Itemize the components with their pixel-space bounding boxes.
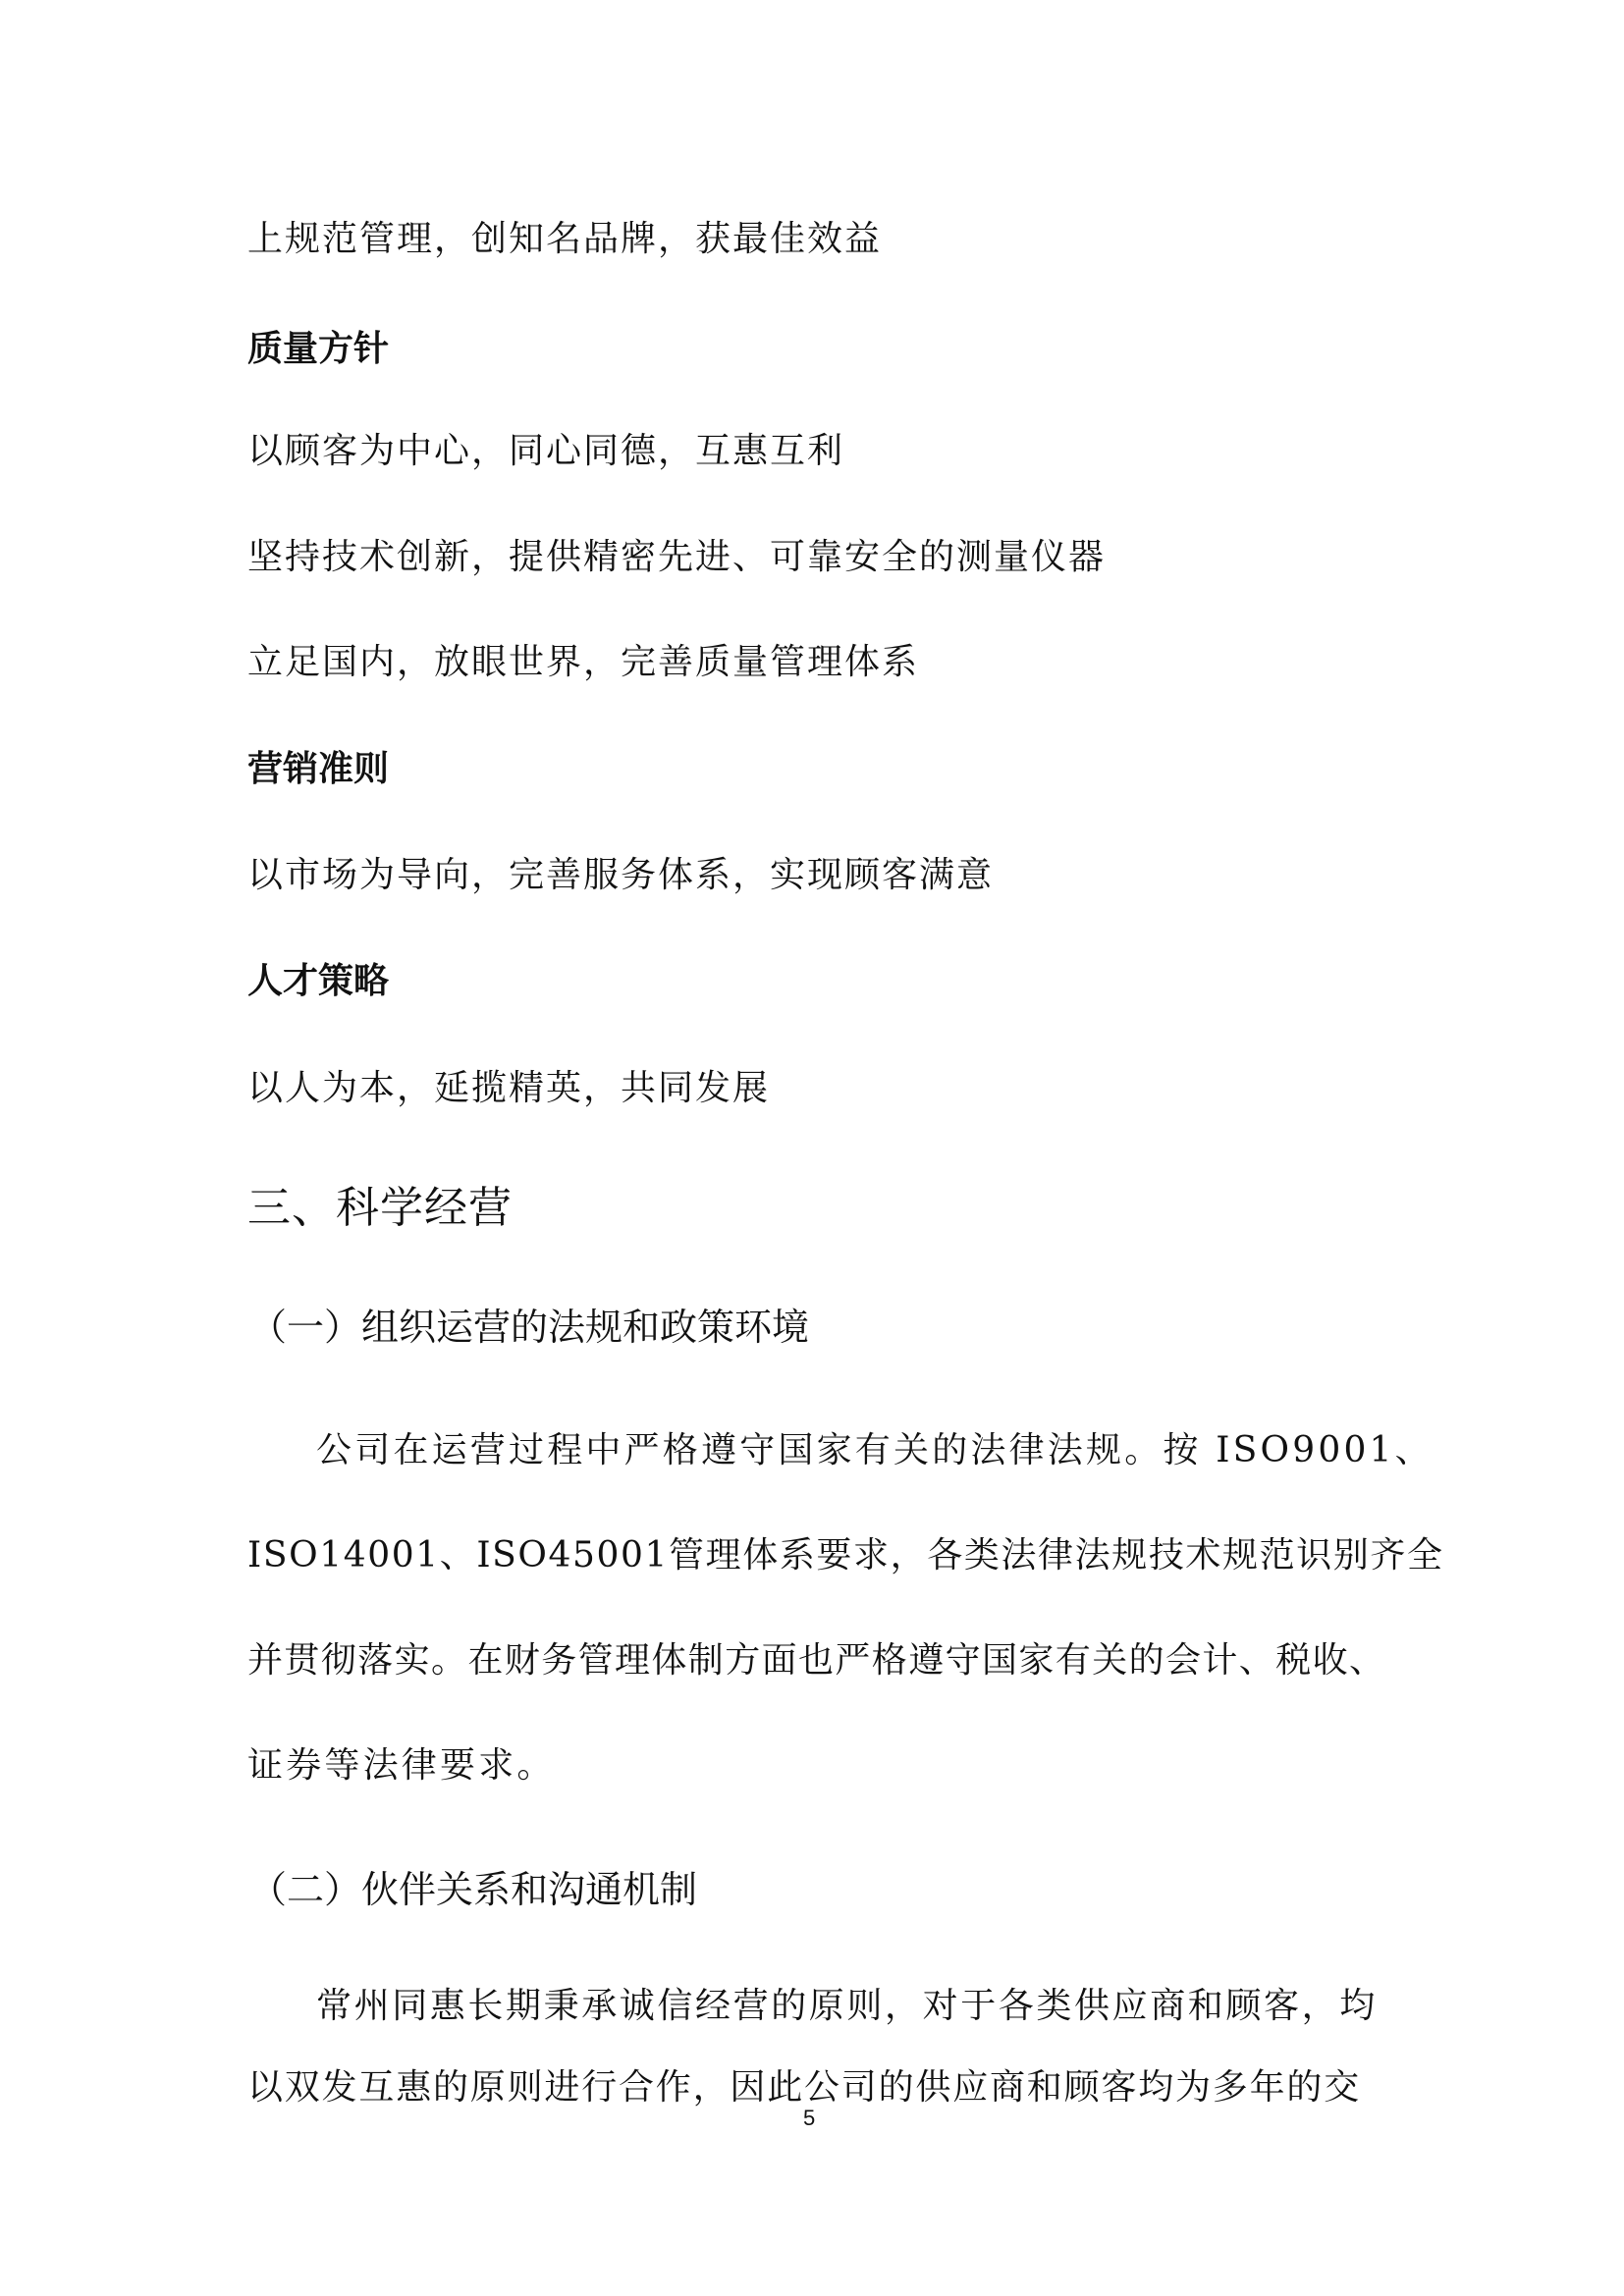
body-line: 以顾客为中心，同心同德，互惠互利 xyxy=(247,431,845,471)
paragraph-line: 常州同惠长期秉承诚信经营的原则，对于各类供应商和顾客，均 xyxy=(316,1986,1378,2026)
paragraph-line: 证券等法律要求。 xyxy=(247,1745,556,1786)
heading-quality-policy: 质量方针 xyxy=(247,329,390,369)
body-line: 立足国内，放眼世界，完善质量管理体系 xyxy=(247,642,920,682)
body-line: 以人为本，延揽精英，共同发展 xyxy=(247,1068,771,1108)
paragraph-line: 以双发互惠的原则进行合作，因此公司的供应商和顾客均为多年的交 xyxy=(247,2067,1362,2108)
section-title: 三、科学经营 xyxy=(247,1183,513,1233)
heading-marketing-principles: 营销准则 xyxy=(247,749,390,789)
subsection-title: （一）组织运营的法规和政策环境 xyxy=(249,1306,810,1349)
heading-talent-strategy: 人才策略 xyxy=(247,961,390,1001)
paragraph-line: 并贯彻落实。在财务管理体制方面也严格遵守国家有关的会计、税收、 xyxy=(247,1640,1386,1681)
body-line: 坚持技术创新，提供精密先进、可靠安全的测量仪器 xyxy=(247,537,1107,577)
paragraph-line: 公司在运营过程中严格遵守国家有关的法律法规。按 ISO9001、 xyxy=(316,1430,1434,1470)
body-line: 以市场为导向，完善服务体系，实现顾客满意 xyxy=(247,855,995,895)
page-number: 5 xyxy=(803,2106,816,2130)
paragraph-line: ISO14001、ISO45001管理体系要求，各类法律法规技术规范识别齐全 xyxy=(247,1535,1444,1575)
subsection-title: （二）伙伴关系和沟通机制 xyxy=(249,1868,698,1911)
body-line: 上规范管理，创知名品牌，获最佳效益 xyxy=(247,219,883,259)
